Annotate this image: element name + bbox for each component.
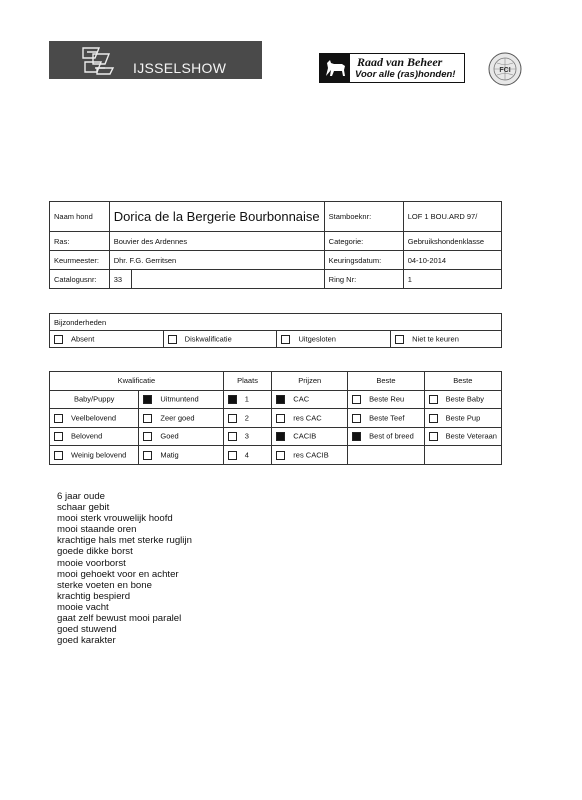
remark-line: mooi sterk vrouwelijk hoofd	[57, 513, 173, 525]
remark-line: mooie vacht	[57, 601, 109, 613]
cell-label: Goed	[160, 432, 179, 441]
cell-label: Best of breed	[369, 432, 414, 441]
table-cell[interactable]	[272, 446, 348, 465]
table-cell[interactable]	[348, 427, 425, 446]
checkbox[interactable]	[143, 451, 152, 460]
cell-label: Weinig belovend	[71, 450, 127, 460]
checked-checkbox[interactable]	[143, 395, 152, 404]
cell-label: 3	[244, 432, 249, 441]
checkbox[interactable]	[228, 432, 237, 441]
checkbox[interactable]	[429, 432, 438, 441]
cell-label: Zeer goed	[160, 413, 195, 423]
remark-line: goed karakter	[57, 635, 116, 647]
table-row	[50, 390, 502, 409]
remark-line: gaat zelf bewust mooi paralel	[57, 613, 182, 625]
checkbox[interactable]	[395, 335, 404, 344]
bijz-diskwalificatie[interactable]: Diskwalificatie	[163, 331, 277, 348]
table-cell[interactable]	[424, 409, 501, 428]
cell-label: res CAC	[293, 413, 322, 423]
rvb-logo	[319, 53, 465, 83]
checkbox[interactable]	[352, 395, 361, 404]
dog-icon	[320, 54, 350, 82]
table-cell[interactable]	[139, 390, 223, 409]
remark-line: mooi gehoekt voor en achter	[57, 568, 179, 580]
remark-line: mooi staande oren	[57, 524, 137, 536]
ring-label: Ring Nr:	[324, 270, 403, 289]
header-beste-1: Beste	[348, 372, 425, 391]
checkbox[interactable]	[54, 451, 63, 460]
table-cell[interactable]	[223, 446, 272, 465]
table-row	[50, 409, 502, 428]
checked-checkbox[interactable]	[228, 395, 237, 404]
table-cell[interactable]	[50, 446, 139, 465]
remark-line: schaar gebit	[57, 502, 110, 514]
judge-remarks	[57, 491, 192, 646]
cell-label: Veelbelovend	[71, 413, 117, 423]
table-row	[50, 446, 502, 465]
show-banner	[49, 41, 262, 79]
checkbox[interactable]	[429, 395, 438, 404]
fci-seal-icon	[488, 52, 522, 86]
checkbox[interactable]	[228, 414, 237, 423]
remark-line: krachtige hals met sterke ruglijn	[57, 535, 192, 547]
cell-label: CAC	[293, 395, 310, 404]
keurmeester-label: Keurmeester:	[50, 251, 110, 270]
table-row	[50, 427, 502, 446]
stamboek-label: Stamboeknr:	[324, 202, 403, 232]
kwalificatie-table	[49, 371, 502, 465]
table-cell	[348, 446, 425, 465]
table-cell[interactable]	[223, 427, 272, 446]
show-name: IJSSELSHOW	[133, 60, 227, 76]
table-cell[interactable]	[348, 409, 425, 428]
cell-label: Beste Teef	[369, 413, 405, 423]
table-cell[interactable]	[50, 427, 139, 446]
catalogus-cell	[109, 270, 324, 289]
checkbox[interactable]	[143, 432, 152, 441]
categorie-label: Categorie:	[324, 232, 403, 251]
naam-value: Dorica de la Bergerie Bourbonnaise	[109, 202, 324, 232]
checkbox[interactable]	[281, 335, 290, 344]
table-cell[interactable]	[223, 390, 272, 409]
table-cell[interactable]	[272, 409, 348, 428]
table-cell[interactable]	[223, 409, 272, 428]
cell-label: 4	[244, 450, 249, 460]
ras-label: Ras:	[50, 232, 110, 251]
fci-text: FCI	[499, 67, 511, 74]
cell-label: Belovend	[71, 432, 103, 441]
header-prijzen: Prijzen	[272, 372, 348, 391]
ras-value: Bouvier des Ardennes	[109, 232, 324, 251]
keuringsdatum-value: 04-10-2014	[403, 251, 501, 270]
bijz-niet-te-keuren[interactable]: Niet te keuren	[391, 331, 502, 348]
header-kwalificatie: Kwalificatie	[50, 372, 224, 391]
bijz-uitgesloten[interactable]: Uitgesloten	[277, 331, 391, 348]
table-cell	[50, 390, 139, 409]
checkbox[interactable]	[54, 432, 63, 441]
catalogus-value: 33	[110, 270, 132, 288]
table-cell[interactable]	[272, 427, 348, 446]
header-plaats: Plaats	[223, 372, 272, 391]
cell-label: res CACIB	[293, 450, 329, 460]
cell-label: Beste Pup	[445, 413, 481, 423]
checkbox[interactable]	[143, 414, 152, 423]
cell-label: Baby/Puppy	[73, 395, 115, 404]
checked-checkbox[interactable]	[352, 432, 361, 441]
checkbox[interactable]	[429, 414, 438, 423]
table-cell[interactable]	[424, 427, 501, 446]
remark-line: sterke voeten en bone	[57, 579, 152, 591]
table-cell[interactable]	[424, 390, 501, 409]
checkbox[interactable]	[54, 414, 63, 423]
dog-info-table	[49, 201, 502, 289]
keuringsdatum-label: Keuringsdatum:	[324, 251, 403, 270]
checkbox[interactable]	[276, 451, 285, 460]
checkbox[interactable]	[54, 335, 63, 344]
cell-label: 1	[244, 395, 249, 404]
catalogus-extra	[132, 270, 324, 288]
checked-checkbox[interactable]	[276, 395, 285, 404]
checked-checkbox[interactable]	[276, 432, 285, 441]
categorie-value: Gebruikshondenklasse	[403, 232, 501, 251]
naam-label: Naam hond	[50, 202, 110, 232]
table-cell[interactable]	[348, 390, 425, 409]
checkbox[interactable]	[228, 451, 237, 460]
bijzonderheden-table	[49, 313, 502, 348]
bijz-absent[interactable]: Absent	[50, 331, 164, 348]
remark-line: mooie voorborst	[57, 557, 126, 569]
cell-label: 2	[244, 413, 249, 423]
table-cell	[424, 446, 501, 465]
rvb-title: Raad van Beheer	[357, 55, 443, 69]
kwalificatie-body	[50, 390, 502, 464]
cell-label: Beste Reu	[369, 395, 405, 404]
checkbox[interactable]	[352, 414, 361, 423]
catalogus-label: Catalogusnr:	[50, 270, 110, 289]
table-cell[interactable]	[50, 409, 139, 428]
rvb-subtitle: Voor alle (ras)honden!	[355, 69, 456, 80]
checkbox[interactable]	[276, 414, 285, 423]
cell-label: Matig	[160, 450, 179, 460]
ring-value: 1	[403, 270, 501, 289]
cell-label: Uitmuntend	[160, 395, 199, 404]
remark-line: goed stuwend	[57, 624, 117, 636]
cell-label: Beste Veteraan	[445, 432, 497, 441]
cell-label: Beste Baby	[445, 395, 485, 404]
checkbox[interactable]	[168, 335, 177, 344]
cell-label: CACIB	[293, 432, 317, 441]
table-cell[interactable]	[139, 409, 223, 428]
table-cell[interactable]	[272, 390, 348, 409]
header-beste-2: Beste	[424, 372, 501, 391]
remark-line: 6 jaar oude	[57, 491, 106, 502]
remark-line: goede dikke borst	[57, 546, 133, 558]
bijzonderheden-title: Bijzonderheden	[50, 314, 502, 331]
table-cell[interactable]	[139, 427, 223, 446]
table-cell[interactable]	[139, 446, 223, 465]
keurmeester-value: Dhr. F.G. Gerritsen	[109, 251, 324, 270]
remark-line: krachtig bespierd	[57, 590, 131, 602]
stamboek-value: LOF 1 BOU.ARD 97/	[403, 202, 501, 232]
